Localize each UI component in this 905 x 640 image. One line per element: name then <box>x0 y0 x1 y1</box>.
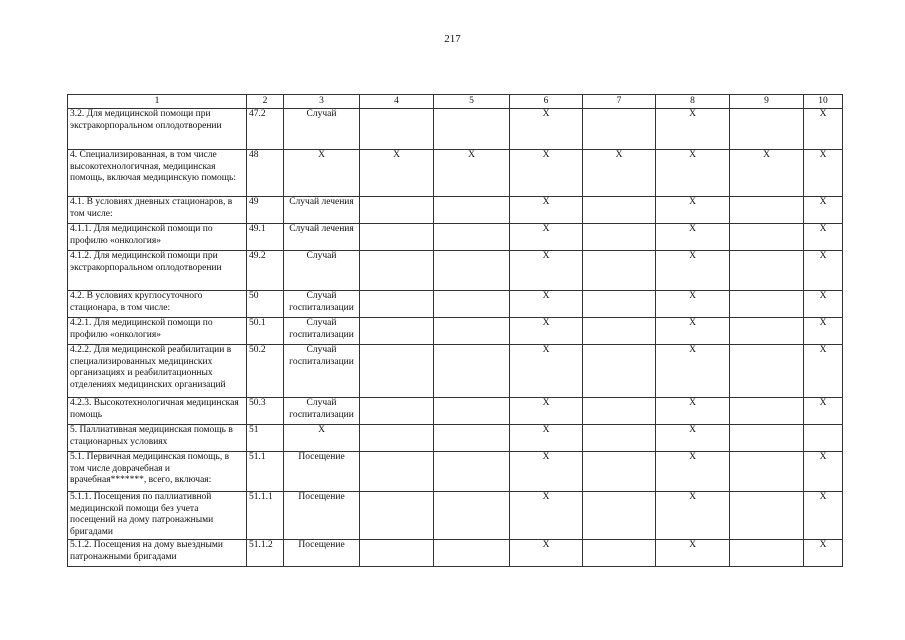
cell-col-5 <box>434 425 510 452</box>
cell-col-4 <box>360 291 434 318</box>
cell-col-7 <box>583 398 656 425</box>
cell-col-1: 3.2. Для медицинской помощи при экстракорпоральном оплодотворении <box>68 109 247 150</box>
cell-col-2: 50 <box>247 291 284 318</box>
cell-col-9 <box>730 318 804 345</box>
cell-col-8: Х <box>656 150 730 197</box>
cell-col-4 <box>360 492 434 540</box>
cell-col-10: Х <box>804 150 843 197</box>
cell-col-1: 4. Специализированная, в том числе высокотехнологичная, медицинская помощь, включая медицинскую помощь: <box>68 150 247 197</box>
cell-col-5 <box>434 109 510 150</box>
column-header-6: 6 <box>510 95 583 109</box>
cell-col-6: Х <box>510 492 583 540</box>
column-header-1: 1 <box>68 95 247 109</box>
cell-col-2: 50.2 <box>247 345 284 398</box>
cell-col-4 <box>360 398 434 425</box>
cell-col-8: Х <box>656 291 730 318</box>
page-number: 217 <box>444 33 461 45</box>
cell-col-1: 4.2.1. Для медицинской помощи по профилю «онкология» <box>68 318 247 345</box>
cell-col-6: Х <box>510 251 583 291</box>
cell-col-9 <box>730 492 804 540</box>
cell-col-3: Случай лечения <box>284 197 360 224</box>
cell-col-5 <box>434 452 510 492</box>
cell-col-10: Х <box>804 539 843 566</box>
cell-col-6: Х <box>510 398 583 425</box>
cell-col-1: 4.1.1. Для медицинской помощи по профилю «онкология» <box>68 224 247 251</box>
cell-col-3: Случай <box>284 251 360 291</box>
cell-col-2: 50.3 <box>247 398 284 425</box>
table-row <box>68 318 843 345</box>
cell-col-5 <box>434 197 510 224</box>
cell-col-8: Х <box>656 251 730 291</box>
cell-col-10: Х <box>804 492 843 540</box>
cell-col-9 <box>730 539 804 566</box>
cell-col-1: 4.1.2. Для медицинской помощи при экстракорпоральном оплодотворении <box>68 251 247 291</box>
cell-col-4 <box>360 452 434 492</box>
cell-col-1: 4.2.3. Высокотехнологичная медицинская помощь <box>68 398 247 425</box>
cell-col-2: 51.1.1 <box>247 492 284 540</box>
column-header-10: 10 <box>804 95 843 109</box>
table-row <box>68 150 843 197</box>
cell-col-1: 5. Паллиативная медицинская помощь в стационарных условиях <box>68 425 247 452</box>
cell-col-7 <box>583 109 656 150</box>
cell-col-4 <box>360 251 434 291</box>
cell-col-3: Случай госпитализации <box>284 291 360 318</box>
cell-col-8: Х <box>656 197 730 224</box>
cell-col-4 <box>360 318 434 345</box>
cell-col-1: 4.1. В условиях дневных стационаров, в том числе: <box>68 197 247 224</box>
table-row <box>68 109 843 150</box>
cell-col-4 <box>360 539 434 566</box>
cell-col-10: Х <box>804 398 843 425</box>
cell-col-10: Х <box>804 452 843 492</box>
cell-col-7 <box>583 318 656 345</box>
cell-col-8: Х <box>656 318 730 345</box>
cell-col-9 <box>730 224 804 251</box>
cell-col-3: Х <box>284 150 360 197</box>
cell-col-9 <box>730 345 804 398</box>
cell-col-9 <box>730 197 804 224</box>
cell-col-2: 51 <box>247 425 284 452</box>
cell-col-6: Х <box>510 109 583 150</box>
header-row <box>68 95 843 109</box>
cell-col-3: Случай госпитализации <box>284 345 360 398</box>
cell-col-10: Х <box>804 109 843 150</box>
cell-col-9: Х <box>730 150 804 197</box>
cell-col-5 <box>434 251 510 291</box>
table-row <box>68 251 843 291</box>
cell-col-3: Случай госпитализации <box>284 398 360 425</box>
cell-col-8: Х <box>656 452 730 492</box>
cell-col-5 <box>434 345 510 398</box>
cell-col-10: Х <box>804 224 843 251</box>
cell-col-2: 47.2 <box>247 109 284 150</box>
table-row <box>68 345 843 398</box>
cell-col-7 <box>583 251 656 291</box>
column-header-3: 3 <box>284 95 360 109</box>
table-row <box>68 197 843 224</box>
cell-col-10: Х <box>804 291 843 318</box>
cell-col-5 <box>434 492 510 540</box>
cell-col-2: 49 <box>247 197 284 224</box>
cell-col-5 <box>434 398 510 425</box>
cell-col-6: Х <box>510 224 583 251</box>
table-row <box>68 291 843 318</box>
cell-col-6: Х <box>510 452 583 492</box>
column-header-7: 7 <box>583 95 656 109</box>
cell-col-8: Х <box>656 539 730 566</box>
cell-col-1: 4.2.2. Для медицинской реабилитации в специализированных медицинских организациях и реабилитационных отделениях медицинских организаций <box>68 345 247 398</box>
cell-col-10: Х <box>804 318 843 345</box>
table-row <box>68 452 843 492</box>
cell-col-9 <box>730 425 804 452</box>
cell-col-6: Х <box>510 539 583 566</box>
cell-col-2: 48 <box>247 150 284 197</box>
cell-col-5 <box>434 291 510 318</box>
table-body <box>68 95 843 567</box>
cell-col-4 <box>360 109 434 150</box>
table-row <box>68 539 843 566</box>
cell-col-8: Х <box>656 109 730 150</box>
cell-col-9 <box>730 398 804 425</box>
cell-col-4 <box>360 425 434 452</box>
cell-col-8: Х <box>656 492 730 540</box>
column-header-9: 9 <box>730 95 804 109</box>
cell-col-5 <box>434 318 510 345</box>
table-row <box>68 492 843 540</box>
cell-col-6: Х <box>510 318 583 345</box>
cell-col-3: Посещение <box>284 539 360 566</box>
cell-col-7 <box>583 425 656 452</box>
cell-col-8: Х <box>656 224 730 251</box>
cell-col-7 <box>583 224 656 251</box>
column-header-5: 5 <box>434 95 510 109</box>
cell-col-6: Х <box>510 425 583 452</box>
table-row <box>68 224 843 251</box>
cell-col-2: 50.1 <box>247 318 284 345</box>
cell-col-3: Посещение <box>284 452 360 492</box>
cell-col-6: Х <box>510 291 583 318</box>
cell-col-7 <box>583 345 656 398</box>
cell-col-7: Х <box>583 150 656 197</box>
cell-col-6: Х <box>510 197 583 224</box>
cell-col-4 <box>360 224 434 251</box>
cell-col-10: Х <box>804 345 843 398</box>
cell-col-10: Х <box>804 197 843 224</box>
cell-col-9 <box>730 251 804 291</box>
cell-col-10 <box>804 425 843 452</box>
cell-col-8: Х <box>656 398 730 425</box>
cell-col-7 <box>583 197 656 224</box>
cell-col-1: 4.2. В условиях круглосуточного стационара, в том числе: <box>68 291 247 318</box>
cell-col-6: Х <box>510 345 583 398</box>
cell-col-1: 5.1.2. Посещения на дому выездными патронажными бригадами <box>68 539 247 566</box>
cell-col-3: Посещение <box>284 492 360 540</box>
cell-col-9 <box>730 109 804 150</box>
cell-col-2: 51.1 <box>247 452 284 492</box>
cell-col-2: 51.1.2 <box>247 539 284 566</box>
cell-col-7 <box>583 291 656 318</box>
cell-col-3: Случай <box>284 109 360 150</box>
cell-col-7 <box>583 452 656 492</box>
cell-col-7 <box>583 539 656 566</box>
cell-col-8: Х <box>656 345 730 398</box>
cell-col-5: Х <box>434 150 510 197</box>
cell-col-9 <box>730 452 804 492</box>
cell-col-10: Х <box>804 251 843 291</box>
cell-col-2: 49.1 <box>247 224 284 251</box>
cell-col-4: Х <box>360 150 434 197</box>
cell-col-2: 49.2 <box>247 251 284 291</box>
column-header-4: 4 <box>360 95 434 109</box>
cell-col-1: 5.1.1. Посещения по паллиативной медицинской помощи без учета посещений на дому патронажными бригадами <box>68 492 247 540</box>
data-table <box>67 94 843 567</box>
cell-col-8: Х <box>656 425 730 452</box>
column-header-8: 8 <box>656 95 730 109</box>
cell-col-6: Х <box>510 150 583 197</box>
table-row <box>68 398 843 425</box>
cell-col-5 <box>434 539 510 566</box>
cell-col-5 <box>434 224 510 251</box>
column-header-2: 2 <box>247 95 284 109</box>
cell-col-3: Случай лечения <box>284 224 360 251</box>
cell-col-1: 5.1. Первичная медицинская помощь, в том числе доврачебная и врачебная*******, всего, включая: <box>68 452 247 492</box>
cell-col-3: Х <box>284 425 360 452</box>
table-row <box>68 425 843 452</box>
cell-col-9 <box>730 291 804 318</box>
cell-col-4 <box>360 345 434 398</box>
cell-col-3: Случай госпитализации <box>284 318 360 345</box>
cell-col-4 <box>360 197 434 224</box>
cell-col-7 <box>583 492 656 540</box>
